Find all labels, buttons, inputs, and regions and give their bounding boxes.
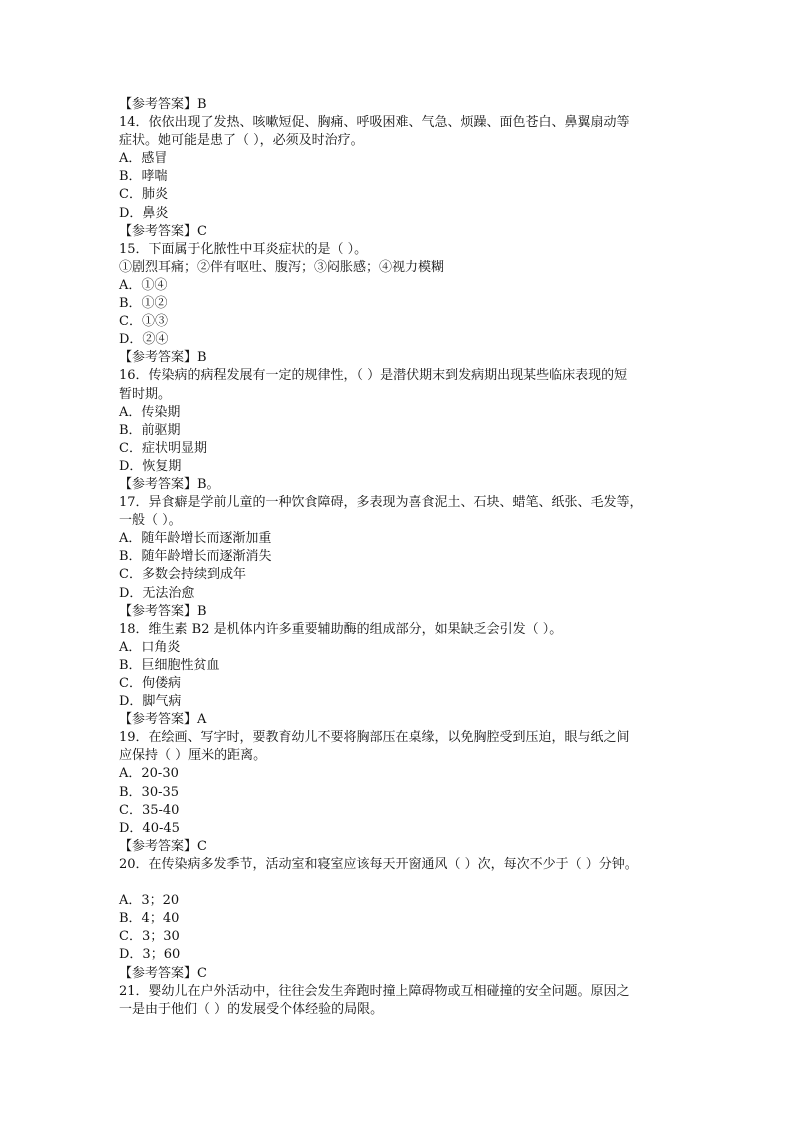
option-text: A．20-30 — [119, 766, 179, 782]
option-text: D．无法治愈 — [119, 585, 195, 601]
option-text: C．肺炎 — [119, 187, 168, 203]
option-text: A．①④ — [119, 277, 168, 293]
option-text: B．巨细胞性贫血 — [119, 657, 220, 673]
option-text: D．脚气病 — [119, 694, 182, 710]
question-text: 一是由于他们（ ）的发展受个体经验的局限。 — [119, 1001, 384, 1017]
option-text: D．40-45 — [119, 820, 180, 836]
option-text: A．感冒 — [119, 151, 168, 167]
option-text: D．鼻炎 — [119, 205, 169, 221]
question-text: 16．传染病的病程发展有一定的规律性，（ ）是潜伏期末到发病期出现某些临床表现的短 — [119, 368, 628, 384]
option-text: C．症状明显期 — [119, 440, 207, 456]
option-text: A．口角炎 — [119, 639, 181, 655]
reference-answer: 【参考答案】B。 — [119, 476, 220, 492]
option-text: C．3；30 — [119, 929, 180, 945]
question-text: 15．下面属于化脓性中耳炎症状的是（ ）。 — [119, 241, 368, 257]
option-text: B．前驱期 — [119, 422, 181, 438]
question-text: 21．婴幼儿在户外活动中，往往会发生奔跑时撞上障碍物或互相碰撞的安全问题。原因之 — [119, 983, 630, 999]
reference-answer: 【参考答案】B — [119, 97, 207, 112]
option-text: B．①② — [119, 296, 168, 312]
option-text: B．哮喘 — [119, 169, 168, 185]
option-text: D．3；60 — [119, 947, 181, 963]
option-text: C．35-40 — [119, 802, 180, 818]
question-text: 应保持（ ）厘米的距离。 — [119, 748, 267, 764]
reference-answer: 【参考答案】C — [119, 223, 207, 239]
question-text: 18．维生素 B2 是机体内许多重要辅助酶的组成部分，如果缺乏会引发（ ）。 — [119, 621, 563, 637]
reference-answer: 【参考答案】C — [119, 965, 207, 981]
option-text: C．多数会持续到成年 — [119, 567, 246, 583]
option-text: C．①③ — [119, 314, 168, 330]
option-text: A．3；20 — [119, 893, 180, 909]
document-page — [119, 96, 679, 1019]
option-text: B．4；40 — [119, 911, 180, 927]
option-text: A．传染期 — [119, 404, 181, 420]
question-text: 症状。她可能是患了（ ），必须及时治疗。 — [119, 133, 364, 149]
question-text: 19．在绘画、写字时，要教育幼儿不要将胸部压在桌缘，以免胸腔受到压迫，眼与纸之间 — [119, 730, 630, 746]
reference-answer: 【参考答案】C — [119, 838, 207, 854]
option-text: D．②④ — [119, 332, 169, 348]
option-text: B．随年龄增长而逐渐消失 — [119, 549, 272, 565]
option-text: B．30-35 — [119, 784, 180, 800]
reference-answer: 【参考答案】B — [119, 603, 207, 619]
question-text: 20．在传染病多发季节，活动室和寝室应该每天开窗通风（ ）次，每次不少于（ ）分钟。 — [119, 856, 638, 872]
option-text: A．随年龄增长而逐渐加重 — [119, 531, 272, 547]
reference-answer: 【参考答案】A — [119, 712, 207, 728]
question-text: 17．异食癖是学前儿童的一种饮食障碍，多表现为喜食泥土、石块、蜡笔、纸张、毛发等， — [119, 495, 643, 511]
question-text — [119, 874, 679, 892]
question-text: ①剧烈耳痛；②伴有呕吐、腹泻；③闷胀感；④视力模糊 — [119, 259, 445, 275]
question-text: 暂时期。 — [119, 386, 172, 402]
question-text: 一般（ ）。 — [119, 513, 182, 529]
option-text: C．佝偻病 — [119, 676, 181, 691]
reference-answer: 【参考答案】B — [119, 350, 207, 366]
question-text: 14．依依出现了发热、咳嗽短促、胸痛、呼吸困难、气急、烦躁、面色苍白、鼻翼扇动等 — [119, 115, 630, 131]
option-text: D．恢复期 — [119, 458, 182, 474]
